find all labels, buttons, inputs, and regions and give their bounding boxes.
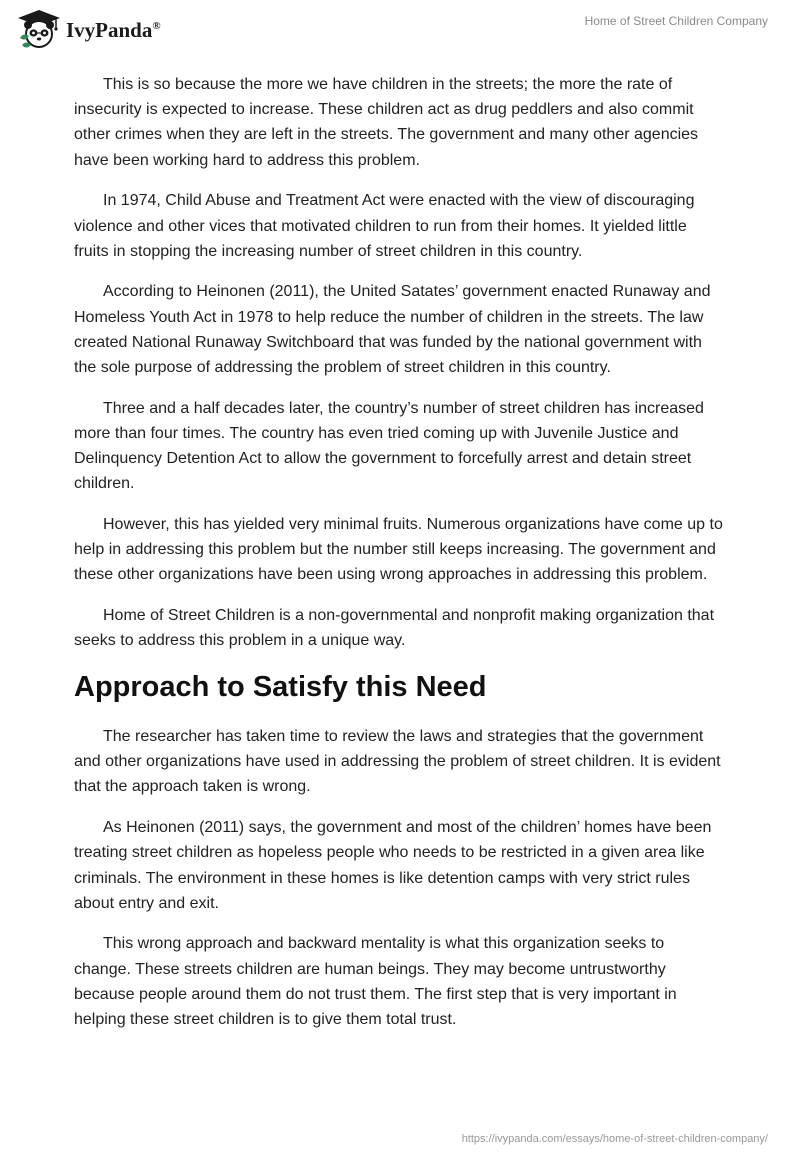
paragraph: Home of Street Children is a non-governmental and nonprofit making organization that seeks to address this problem in a unique way. xyxy=(74,607,715,650)
logo-wordmark: IvyPanda® xyxy=(66,17,161,42)
page-header xyxy=(0,0,800,60)
ivypanda-logo[interactable] xyxy=(16,8,161,50)
paragraph: In 1974, Child Abuse and Treatment Act were enacted with the view of discouraging violence and other vices that motivated children to run from their homes. It yielded little fruits in stopping the increasing number of street children in this country. xyxy=(74,192,695,260)
essay-content xyxy=(74,72,724,1048)
paragraph: According to Heinonen (2011), the United Satates’ government enacted Runaway and Homeless Youth Act in 1978 to help reduce the number of children in the streets. The law created National Runaway Switchboard that was funded by the national government with the sole purpose of addressing the problem of street children in this country. xyxy=(74,283,711,377)
paragraph: The researcher has taken time to review the laws and strategies that the government and other organizations have used in addressing the problem of street children. It is evident that the approach taken is wrong. xyxy=(74,728,721,796)
section-heading: Approach to Satisfy this Need xyxy=(74,671,487,704)
paragraph: This is so because the more we have children in the streets; the more the rate of insecurity is expected to increase. These children act as drug peddlers and also commit other crimes when they are left in the streets. The government and many other agencies have been working hard to address this problem. xyxy=(74,76,699,169)
page-title: Home of Street Children Company xyxy=(584,14,768,28)
panda-graduate-icon xyxy=(16,8,62,50)
paragraph: However, this has yielded very minimal fruits. Numerous organizations have come up to help in addressing this problem but the number still keeps increasing. The government and these other organizations have been using wrong approaches in addressing this problem. xyxy=(74,516,723,584)
paragraph: This wrong approach and backward mentality is what this organization seeks to change. These streets children are human beings. They may become untrustworthy because people around them do not trust them. The first step that is very important in helping these street children is to give them total trust. xyxy=(74,935,677,1029)
paragraph: As Heinonen (2011) says, the government and most of the children’ homes have been treating street children as hopeless people who needs to be restricted in a given area like criminals. The environment in these homes is like detention camps with very strict rules about entry and exit. xyxy=(74,819,712,912)
footer-url[interactable]: https://ivypanda.com/essays/home-of-street-children-company/ xyxy=(461,1133,768,1145)
paragraph: Three and a half decades later, the country’s number of street children has increased more than four times. The country has even tried coming up with Juvenile Justice and Delinquency Detention Act to allow the government to forcefully arrest and detain street children. xyxy=(74,399,704,493)
